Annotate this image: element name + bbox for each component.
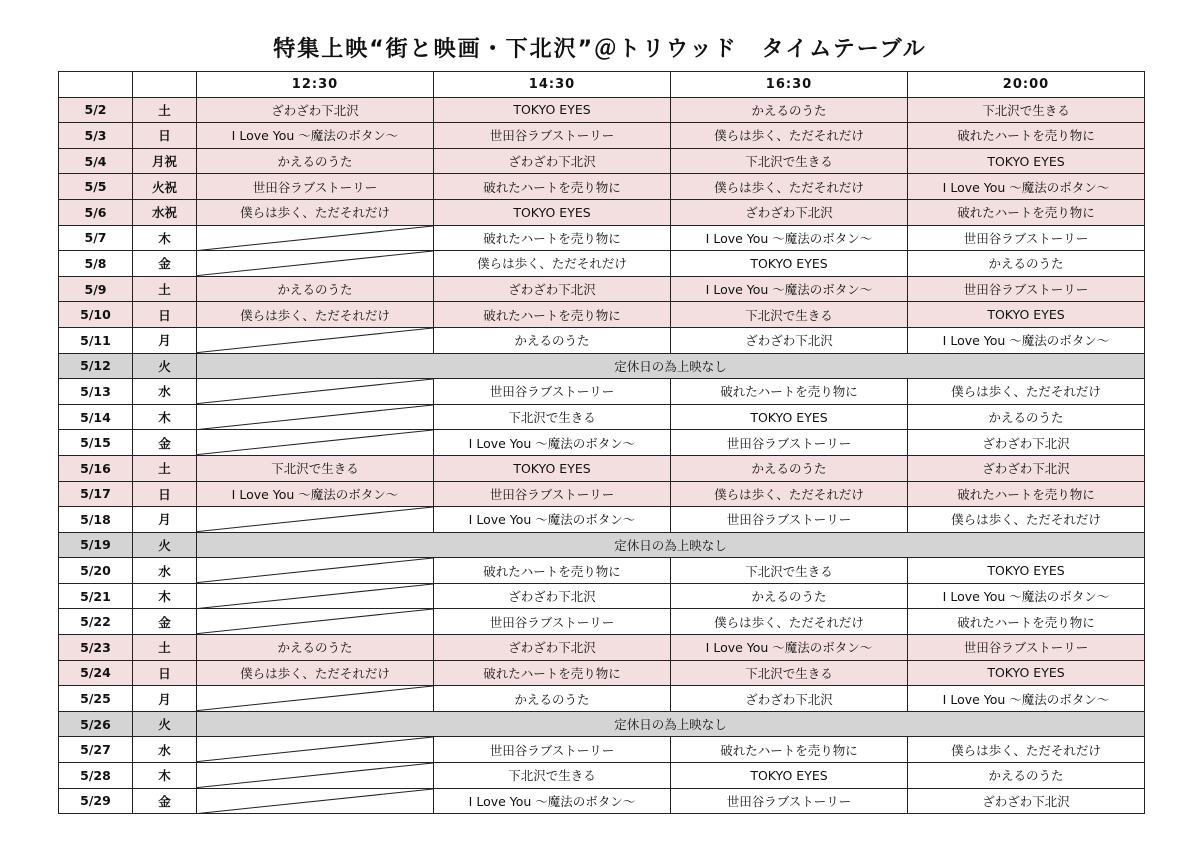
film-cell: 破れたハートを売り物に — [434, 302, 671, 328]
date-cell: 5/21 — [59, 583, 133, 609]
header-time-1: 14:30 — [434, 72, 671, 98]
day-cell: 水 — [133, 558, 197, 584]
film-cell: 下北沢で生きる — [671, 148, 908, 174]
film-cell: かえるのうた — [197, 635, 434, 661]
date-cell: 5/20 — [59, 558, 133, 584]
schedule-row — [59, 174, 1145, 200]
diagonal-slash — [197, 430, 433, 455]
header-date — [59, 72, 133, 98]
schedule-row — [59, 660, 1145, 686]
film-cell: ざわざわ下北沢 — [434, 148, 671, 174]
diagonal-slash — [197, 686, 433, 711]
date-cell: 5/28 — [59, 763, 133, 789]
film-cell: 世田谷ラブストーリー — [671, 788, 908, 814]
day-cell: 木 — [133, 583, 197, 609]
no-screening-cell — [197, 251, 434, 277]
film-cell: 破れたハートを売り物に — [434, 660, 671, 686]
film-cell: 破れたハートを売り物に — [434, 558, 671, 584]
no-screening-cell — [197, 788, 434, 814]
film-cell: 僕らは歩く、ただそれだけ — [908, 737, 1145, 763]
no-screening-cell — [197, 558, 434, 584]
slash-line — [197, 584, 433, 609]
film-cell: 下北沢で生きる — [671, 302, 908, 328]
film-cell: I Love You 〜魔法のボタン〜 — [197, 481, 434, 507]
film-cell: 僕らは歩く、ただそれだけ — [671, 481, 908, 507]
schedule-row — [59, 251, 1145, 277]
film-cell: ざわざわ下北沢 — [908, 788, 1145, 814]
day-cell: 水祝 — [133, 199, 197, 225]
date-cell: 5/3 — [59, 123, 133, 149]
day-cell: 水 — [133, 379, 197, 405]
film-cell: I Love You 〜魔法のボタン〜 — [908, 174, 1145, 200]
schedule-row — [59, 686, 1145, 712]
film-cell: 世田谷ラブストーリー — [671, 507, 908, 533]
film-cell: 僕らは歩く、ただそれだけ — [197, 302, 434, 328]
film-cell: 下北沢で生きる — [908, 97, 1145, 123]
no-screening-cell — [197, 583, 434, 609]
diagonal-slash — [197, 558, 433, 583]
slash-line — [197, 763, 433, 788]
schedule-row — [59, 302, 1145, 328]
no-screening-cell — [197, 737, 434, 763]
diagonal-slash — [197, 507, 433, 532]
diagonal-slash — [197, 379, 433, 404]
date-cell: 5/11 — [59, 327, 133, 353]
schedule-row — [59, 481, 1145, 507]
film-cell: ざわざわ下北沢 — [908, 455, 1145, 481]
diagonal-slash — [197, 328, 433, 353]
date-cell: 5/14 — [59, 404, 133, 430]
film-cell: TOKYO EYES — [908, 302, 1145, 328]
film-cell: I Love You 〜魔法のボタン〜 — [671, 225, 908, 251]
slash-line — [197, 251, 433, 276]
film-cell: 破れたハートを売り物に — [434, 225, 671, 251]
day-cell: 日 — [133, 302, 197, 328]
film-cell: 破れたハートを売り物に — [434, 174, 671, 200]
film-cell: I Love You 〜魔法のボタン〜 — [671, 276, 908, 302]
film-cell: 世田谷ラブストーリー — [671, 430, 908, 456]
film-cell: I Love You 〜魔法のボタン〜 — [434, 507, 671, 533]
header-day — [133, 72, 197, 98]
film-cell: 僕らは歩く、ただそれだけ — [434, 251, 671, 277]
schedule-row — [59, 455, 1145, 481]
schedule-row — [59, 404, 1145, 430]
slash-line — [197, 609, 433, 634]
film-cell: I Love You 〜魔法のボタン〜 — [434, 430, 671, 456]
no-screening-cell — [197, 225, 434, 251]
header-time-2: 16:30 — [671, 72, 908, 98]
date-cell: 5/22 — [59, 609, 133, 635]
day-cell: 木 — [133, 225, 197, 251]
film-cell: 世田谷ラブストーリー — [908, 225, 1145, 251]
schedule-row — [59, 583, 1145, 609]
date-cell: 5/16 — [59, 455, 133, 481]
film-cell: I Love You 〜魔法のボタン〜 — [434, 788, 671, 814]
film-cell: 破れたハートを売り物に — [908, 123, 1145, 149]
date-cell: 5/6 — [59, 199, 133, 225]
film-cell: TOKYO EYES — [434, 97, 671, 123]
date-cell: 5/2 — [59, 97, 133, 123]
date-cell: 5/15 — [59, 430, 133, 456]
no-screening-cell — [197, 507, 434, 533]
header-time-3: 20:00 — [908, 72, 1145, 98]
date-cell: 5/13 — [59, 379, 133, 405]
day-cell: 金 — [133, 430, 197, 456]
day-cell: 日 — [133, 660, 197, 686]
film-cell: I Love You 〜魔法のボタン〜 — [197, 123, 434, 149]
day-cell: 木 — [133, 404, 197, 430]
date-cell: 5/26 — [59, 711, 133, 737]
film-cell: かえるのうた — [434, 686, 671, 712]
date-cell: 5/7 — [59, 225, 133, 251]
film-cell: かえるのうた — [671, 455, 908, 481]
film-cell: TOKYO EYES — [671, 404, 908, 430]
film-cell: かえるのうた — [908, 251, 1145, 277]
film-cell: ざわざわ下北沢 — [197, 97, 434, 123]
date-cell: 5/12 — [59, 353, 133, 379]
schedule-row — [59, 379, 1145, 405]
film-cell: 下北沢で生きる — [197, 455, 434, 481]
film-cell: 破れたハートを売り物に — [908, 609, 1145, 635]
diagonal-slash — [197, 226, 433, 251]
film-cell: かえるのうた — [671, 97, 908, 123]
slash-line — [197, 379, 433, 404]
schedule-row — [59, 97, 1145, 123]
schedule-row — [59, 123, 1145, 149]
film-cell: 僕らは歩く、ただそれだけ — [197, 199, 434, 225]
no-screening-cell — [197, 379, 434, 405]
film-cell: ざわざわ下北沢 — [434, 583, 671, 609]
date-cell: 5/29 — [59, 788, 133, 814]
film-cell: TOKYO EYES — [671, 763, 908, 789]
date-cell: 5/18 — [59, 507, 133, 533]
day-cell: 金 — [133, 788, 197, 814]
film-cell: 僕らは歩く、ただそれだけ — [671, 609, 908, 635]
film-cell: かえるのうた — [908, 404, 1145, 430]
film-cell: かえるのうた — [197, 276, 434, 302]
day-cell: 水 — [133, 737, 197, 763]
film-cell: 僕らは歩く、ただそれだけ — [908, 379, 1145, 405]
slash-line — [197, 789, 433, 814]
slash-line — [197, 737, 433, 762]
film-cell: かえるのうた — [434, 327, 671, 353]
slash-line — [197, 686, 433, 711]
film-cell: TOKYO EYES — [908, 660, 1145, 686]
day-cell: 月祝 — [133, 148, 197, 174]
schedule-row — [59, 353, 1145, 379]
date-cell: 5/8 — [59, 251, 133, 277]
diagonal-slash — [197, 789, 433, 814]
header-time-0: 12:30 — [197, 72, 434, 98]
date-cell: 5/25 — [59, 686, 133, 712]
schedule-row — [59, 276, 1145, 302]
schedule-row — [59, 558, 1145, 584]
schedule-row — [59, 225, 1145, 251]
no-screening-cell — [197, 609, 434, 635]
no-screening-cell — [197, 763, 434, 789]
date-cell: 5/24 — [59, 660, 133, 686]
film-cell: 僕らは歩く、ただそれだけ — [197, 660, 434, 686]
date-cell: 5/10 — [59, 302, 133, 328]
film-cell: ざわざわ下北沢 — [671, 686, 908, 712]
day-cell: 火 — [133, 532, 197, 558]
film-cell: 世田谷ラブストーリー — [434, 379, 671, 405]
film-cell: I Love You 〜魔法のボタン〜 — [908, 327, 1145, 353]
film-cell: 破れたハートを売り物に — [908, 481, 1145, 507]
film-cell: かえるのうた — [671, 583, 908, 609]
day-cell: 金 — [133, 251, 197, 277]
slash-line — [197, 430, 433, 455]
film-cell: 世田谷ラブストーリー — [908, 635, 1145, 661]
film-cell: 僕らは歩く、ただそれだけ — [908, 507, 1145, 533]
film-cell: ざわざわ下北沢 — [434, 276, 671, 302]
closed-note: 定休日の為上映なし — [197, 353, 1145, 379]
day-cell: 月 — [133, 507, 197, 533]
day-cell: 土 — [133, 276, 197, 302]
schedule-row — [59, 199, 1145, 225]
film-cell: ざわざわ下北沢 — [671, 199, 908, 225]
diagonal-slash — [197, 737, 433, 762]
diagonal-slash — [197, 251, 433, 276]
closed-note: 定休日の為上映なし — [197, 711, 1145, 737]
film-cell: 破れたハートを売り物に — [908, 199, 1145, 225]
day-cell: 土 — [133, 97, 197, 123]
film-cell: 破れたハートを売り物に — [671, 737, 908, 763]
schedule-row — [59, 532, 1145, 558]
day-cell: 火 — [133, 353, 197, 379]
film-cell: 世田谷ラブストーリー — [908, 276, 1145, 302]
day-cell: 金 — [133, 609, 197, 635]
slash-line — [197, 405, 433, 430]
film-cell: 下北沢で生きる — [671, 660, 908, 686]
date-cell: 5/17 — [59, 481, 133, 507]
schedule-row — [59, 763, 1145, 789]
film-cell: ざわざわ下北沢 — [908, 430, 1145, 456]
diagonal-slash — [197, 584, 433, 609]
date-cell: 5/4 — [59, 148, 133, 174]
date-cell: 5/27 — [59, 737, 133, 763]
schedule-row — [59, 609, 1145, 635]
day-cell: 月 — [133, 686, 197, 712]
film-cell: TOKYO EYES — [908, 558, 1145, 584]
date-cell: 5/9 — [59, 276, 133, 302]
day-cell: 木 — [133, 763, 197, 789]
slash-line — [197, 226, 433, 251]
slash-line — [197, 328, 433, 353]
schedule-row — [59, 788, 1145, 814]
schedule-row — [59, 737, 1145, 763]
day-cell: 月 — [133, 327, 197, 353]
film-cell: I Love You 〜魔法のボタン〜 — [908, 583, 1145, 609]
schedule-row — [59, 711, 1145, 737]
film-cell: 破れたハートを売り物に — [671, 379, 908, 405]
film-cell: 世田谷ラブストーリー — [197, 174, 434, 200]
day-cell: 土 — [133, 455, 197, 481]
no-screening-cell — [197, 404, 434, 430]
film-cell: I Love You 〜魔法のボタン〜 — [908, 686, 1145, 712]
film-cell: 下北沢で生きる — [434, 404, 671, 430]
date-cell: 5/23 — [59, 635, 133, 661]
film-cell: TOKYO EYES — [908, 148, 1145, 174]
film-cell: 世田谷ラブストーリー — [434, 123, 671, 149]
film-cell: 世田谷ラブストーリー — [434, 481, 671, 507]
slash-line — [197, 558, 433, 583]
film-cell: 下北沢で生きる — [434, 763, 671, 789]
no-screening-cell — [197, 686, 434, 712]
schedule-row — [59, 430, 1145, 456]
film-cell: TOKYO EYES — [671, 251, 908, 277]
slash-line — [197, 507, 433, 532]
page-title: 特集上映“街と映画・下北沢”＠トリウッド タイムテーブル — [273, 37, 927, 62]
timetable — [58, 71, 1145, 814]
no-screening-cell — [197, 327, 434, 353]
film-cell: TOKYO EYES — [434, 199, 671, 225]
diagonal-slash — [197, 405, 433, 430]
film-cell: かえるのうた — [197, 148, 434, 174]
film-cell: ざわざわ下北沢 — [434, 635, 671, 661]
day-cell: 日 — [133, 123, 197, 149]
diagonal-slash — [197, 609, 433, 634]
day-cell: 火 — [133, 711, 197, 737]
schedule-row — [59, 327, 1145, 353]
timetable-body — [59, 97, 1145, 814]
schedule-row — [59, 635, 1145, 661]
day-cell: 土 — [133, 635, 197, 661]
header-row — [59, 72, 1145, 98]
film-cell: かえるのうた — [908, 763, 1145, 789]
no-screening-cell — [197, 430, 434, 456]
film-cell: 下北沢で生きる — [671, 558, 908, 584]
film-cell: I Love You 〜魔法のボタン〜 — [671, 635, 908, 661]
date-cell: 5/5 — [59, 174, 133, 200]
film-cell: 世田谷ラブストーリー — [434, 609, 671, 635]
schedule-row — [59, 507, 1145, 533]
diagonal-slash — [197, 763, 433, 788]
closed-note: 定休日の為上映なし — [197, 532, 1145, 558]
schedule-row — [59, 148, 1145, 174]
film-cell: TOKYO EYES — [434, 455, 671, 481]
date-cell: 5/19 — [59, 532, 133, 558]
day-cell: 日 — [133, 481, 197, 507]
day-cell: 火祝 — [133, 174, 197, 200]
film-cell: ざわざわ下北沢 — [671, 327, 908, 353]
film-cell: 僕らは歩く、ただそれだけ — [671, 174, 908, 200]
film-cell: 世田谷ラブストーリー — [434, 737, 671, 763]
film-cell: 僕らは歩く、ただそれだけ — [671, 123, 908, 149]
